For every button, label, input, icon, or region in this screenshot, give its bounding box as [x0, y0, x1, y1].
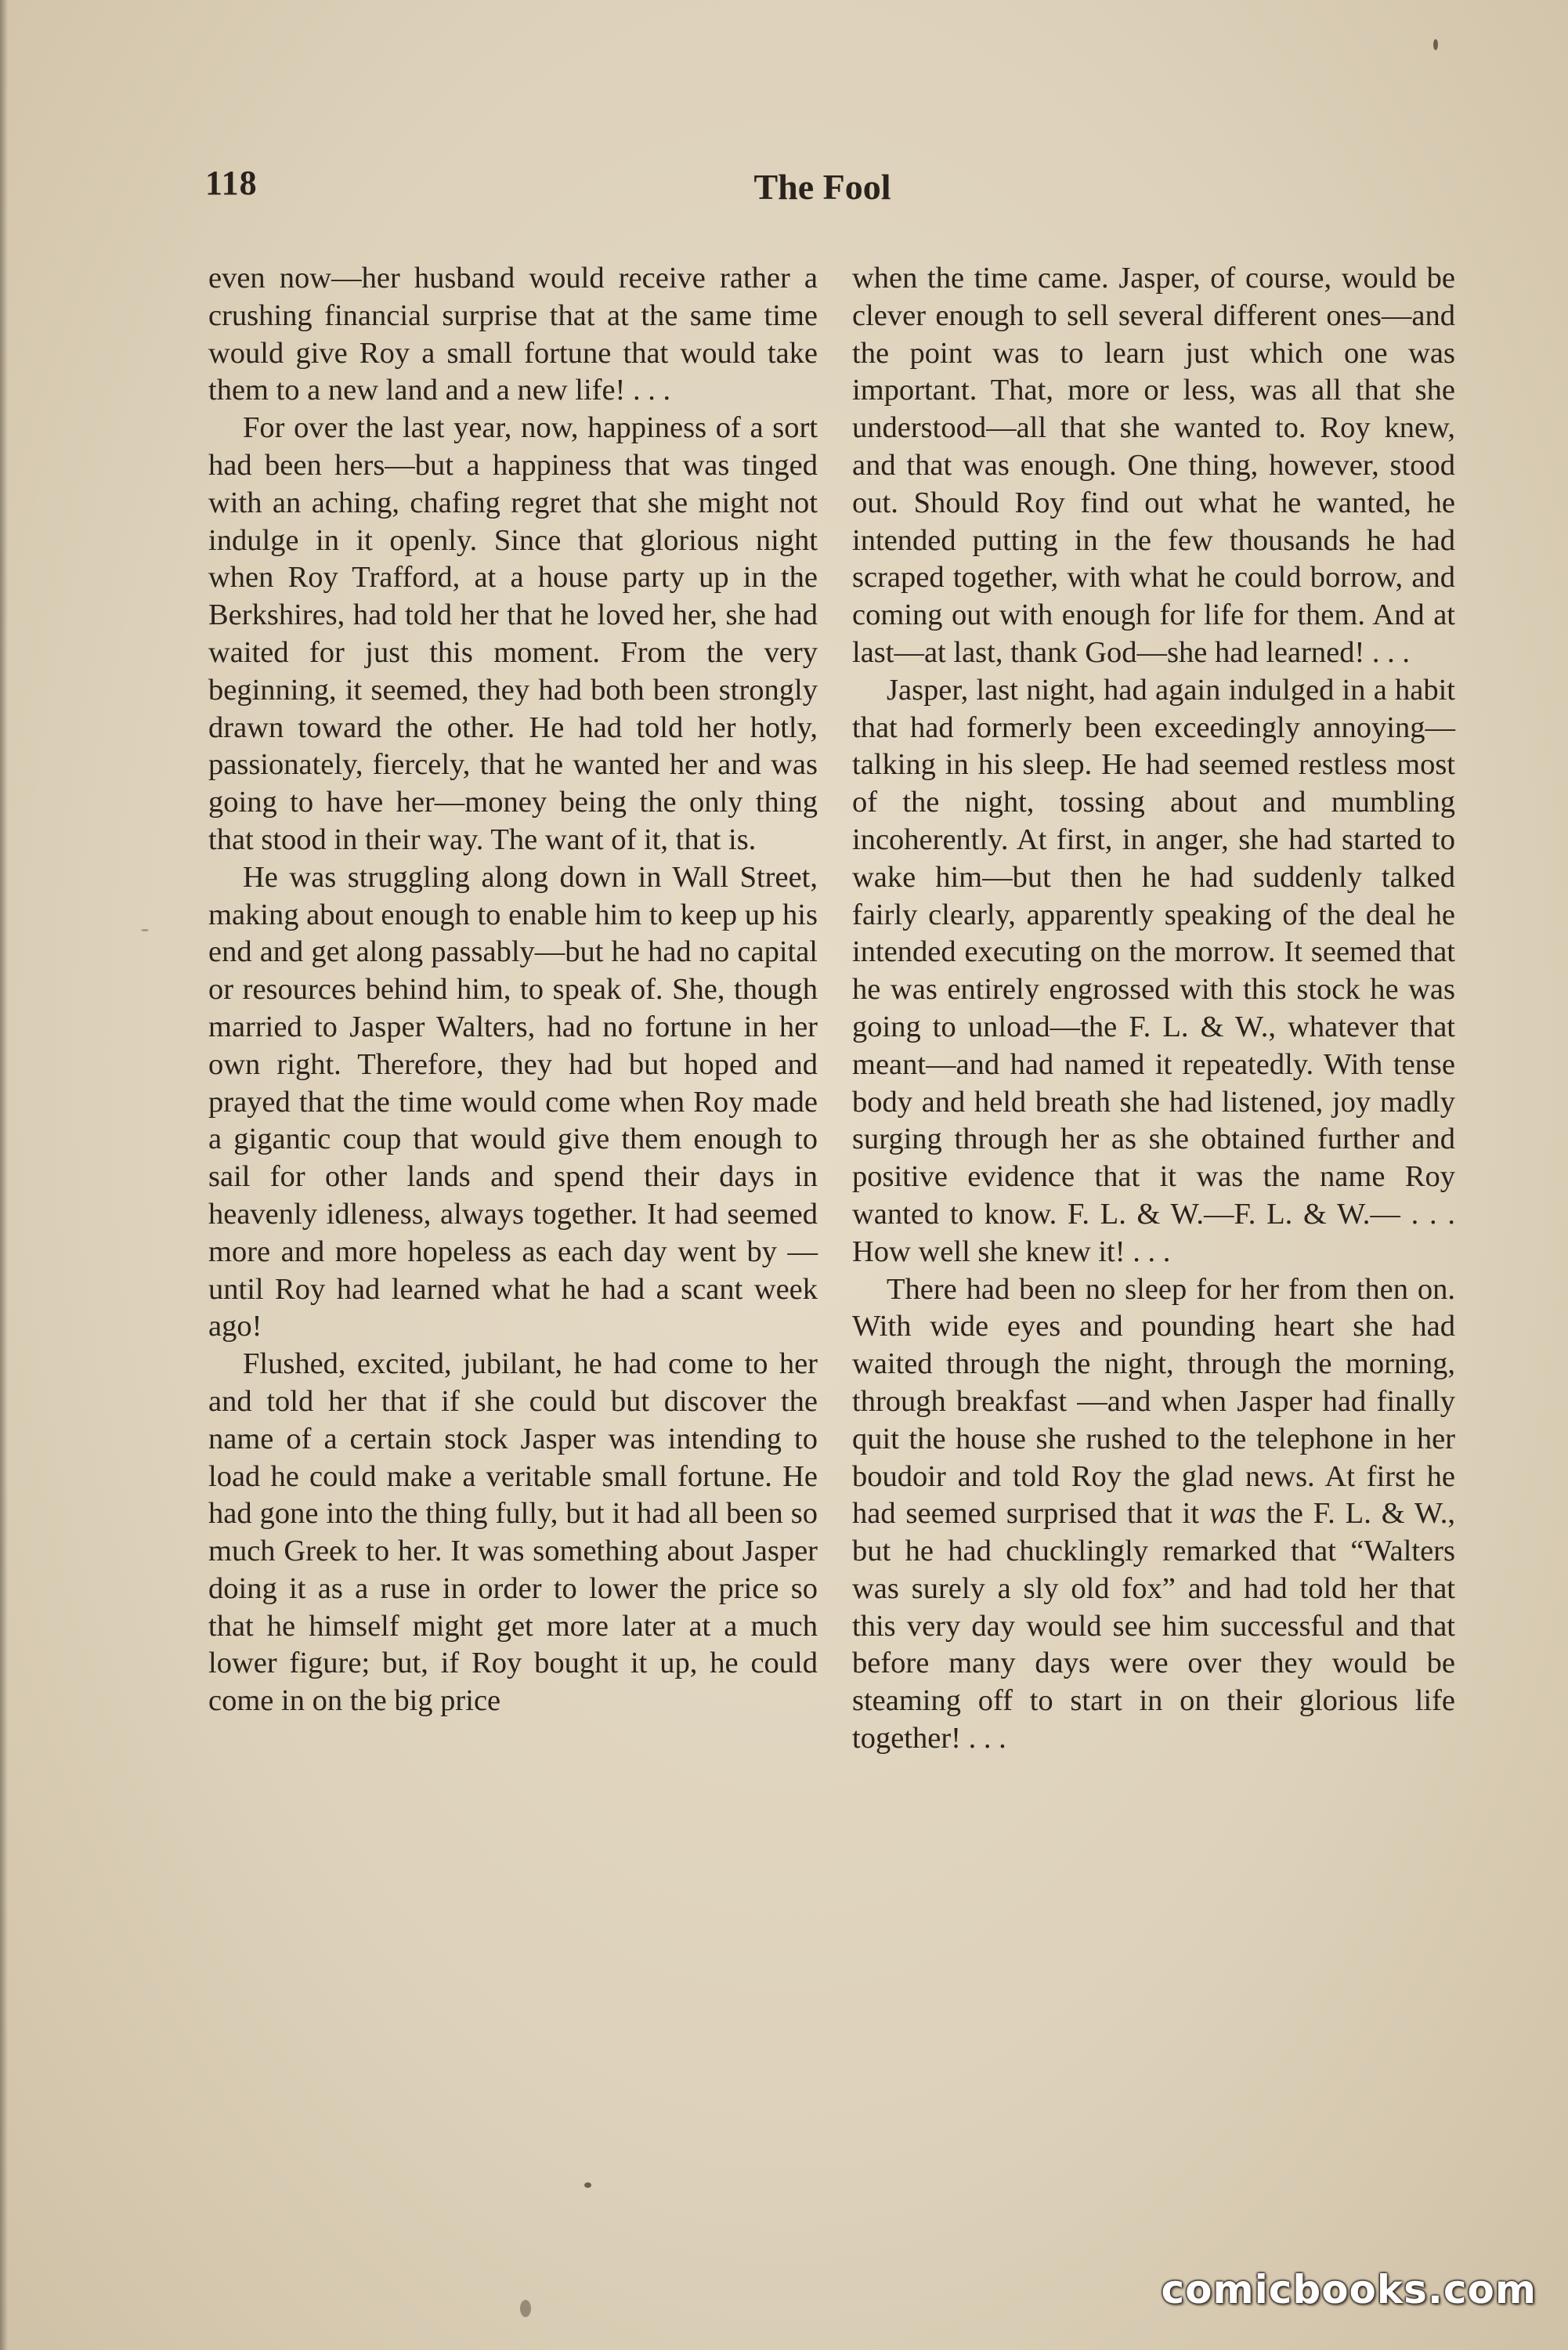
page-number: 118	[205, 164, 258, 202]
running-head-title: The Fool	[753, 167, 891, 207]
paragraph: Flushed, excited, jubilant, he had come to her and told her that if she could but discover the name of a certain stock Jasper was intending to load he could make a veritable small fortune. He had gone into the thing fully, but it had all been so much Greek to her. It was something about Jasper doing it as a ruse in order to lower the price so that he himself might get more later at a much lower figure; but, if Roy bought it up, he could come in on the big price	[208, 1347, 818, 1718]
page-edge-shadow	[0, 0, 8, 2350]
site-watermark: comicbooks.com	[1161, 2267, 1537, 2312]
ink-speck	[141, 929, 149, 931]
paragraph: Jasper, last night, had again indulged in a habit that had formerly been exceedingly annoying—talking in his sleep. He had seemed restless most of the night, tossing about and mumbling incoherently. At first, in anger, she had started to wake him—but then he had suddenly talked fairly clearly, apparently speaking of the deal he intended executing on the morrow. It seemed that he was entirely engrossed with this stock he was going to unload—the F. L. & W., whatever that meant—and had named it repeatedly. With tense body and held breath she had listened, joy madly surging through her as she obtained further and positive evidence that it was the name Roy wanted to know. F. L. & W.—F. L. & W.— . . . How well she knew it! . . .	[852, 673, 1455, 1268]
paragraph-text: There had been no sleep for her from then on. With wide eyes and pounding heart she had waited through the night, through the morning, through breakfast —and when Jasper had finally quit the house she rushed to the telephone in her boudoir and told Roy the glad news. At first he had seemed surprised that it	[852, 1272, 1455, 1531]
paragraph	[852, 1271, 1455, 1758]
ink-speck	[1433, 39, 1438, 50]
paragraph: He was struggling along down in Wall Street, making about enough to enable him to keep up his end and get along passably—but he had no capital or resources behind him, to speak of. She, though married to Jasper Walters, had no fortune in her own right. Therefore, they had but hoped and prayed that the time would come when Roy made a gigantic coup that would give them enough to sail for other lands and spend their days in heavenly idleness, always together. It had seemed more and more hopeless as each day went by —until Roy had learned what he had a scant week ago!	[208, 860, 818, 1343]
paragraph: even now—her husband would receive rather a crushing financial surprise that at the same time would give Roy a small fortune that would take them to a new land and a new life! . . .	[208, 262, 818, 407]
paragraph: For over the last year, now, happiness of a sort had been hers—but a happiness that was tinged with an aching, chafing regret that she might not indulge in it openly. Since that glorious night when Roy Trafford, at a house party up in the Berkshires, had told her that he loved her, she had waited for just this moment. From the very beginning, it seemed, they had both been strongly drawn toward the other. He had told her hotly, passionately, fiercely, that he wanted her and was going to have her—money being the only thing that stood in their way. The want of it, that is.	[208, 411, 818, 856]
italic-emphasis: was	[1209, 1497, 1256, 1531]
paragraph-text: the F. L. & W., but he had chucklingly remarked that “Walters was surely a sly old fox” and had told her that this very day would see him successful and that before many days were over they would be steaming off to start in on their glorious life together! . . .	[852, 1497, 1455, 1755]
paragraph: when the time came. Jasper, of course, would be clever enough to sell several different ones—and the point was to learn just which one was important. That, more or less, was all that she understood—all that she wanted to. Roy knew, and that was enough. One thing, however, stood out. Should Roy find out what he wanted, he intended putting in the few thousands he had scraped together, with what he could borrow, and coming out with enough for life for them. And at last—at last, thank God—she had learned! . . .	[852, 262, 1455, 669]
ink-speck	[584, 2182, 591, 2188]
left-text-column	[208, 260, 818, 1720]
ink-speck	[520, 2300, 531, 2317]
right-text-column	[852, 260, 1455, 1758]
